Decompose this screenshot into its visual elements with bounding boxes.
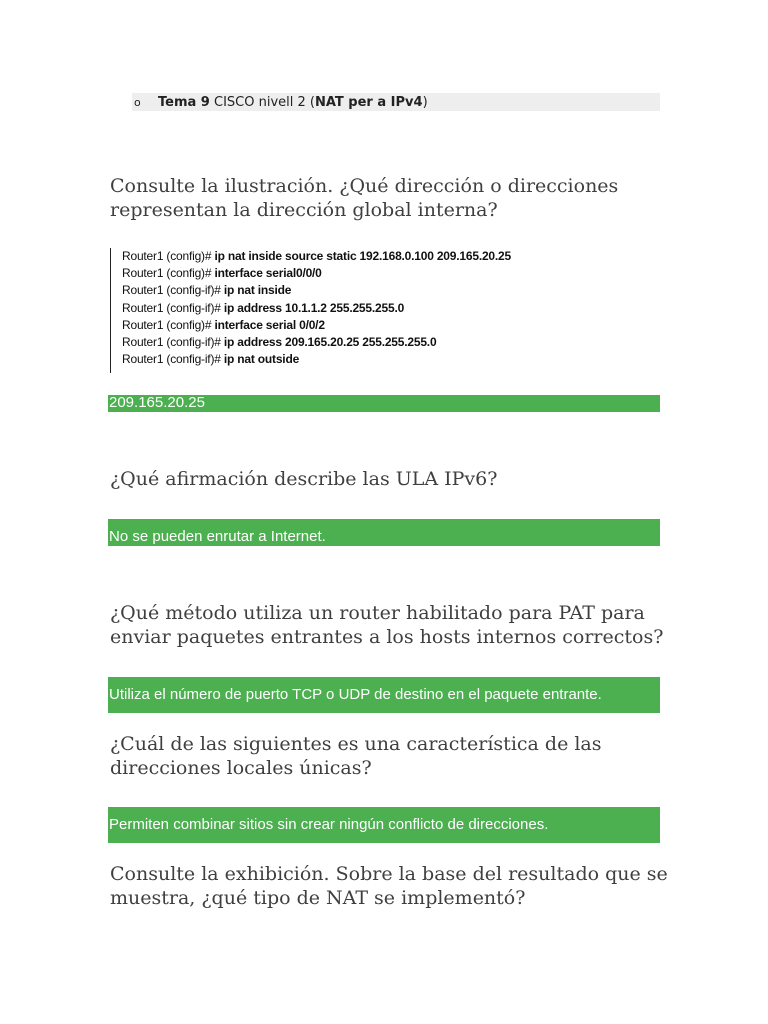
cli-exhibit bbox=[110, 248, 550, 373]
answer-3: Utiliza el número de puerto TCP o UDP de destino en el paquete entrante. bbox=[108, 677, 660, 713]
bullet-icon: o bbox=[134, 95, 141, 109]
tema-label: Tema 9 bbox=[158, 94, 210, 110]
cli-line: Router1 (config-if)# ip address 209.165.20.25 255.255.255.0 bbox=[122, 335, 437, 350]
answer-1: 209.165.20.25 bbox=[108, 395, 660, 412]
topic-name: NAT per a IPv4 bbox=[314, 94, 423, 110]
question-1: Consulte la ilustración. ¿Qué dirección o direcciones representan la dirección global interna? bbox=[110, 175, 619, 221]
question-5: Consulte la exhibición. Sobre la base del resultado que se muestra, ¿qué tipo de NAT se implementó? bbox=[110, 863, 668, 909]
cli-line: Router1 (config-if)# ip address 10.1.1.2 255.255.255.0 bbox=[122, 300, 405, 315]
answer-4: Permiten combinar sitios sin crear ningún conflicto de direcciones. bbox=[108, 807, 660, 843]
question-4: ¿Cuál de las siguientes es una característica de las direcciones locales únicas? bbox=[110, 733, 602, 779]
cli-line: Router1 (config-if)# ip nat outside bbox=[122, 352, 300, 367]
cli-line: Router1 (config)# interface serial0/0/0 bbox=[122, 266, 322, 281]
question-2: ¿Qué afirmación describe las ULA IPv6? bbox=[110, 468, 498, 490]
topic-middle: CISCO nivell 2 ( bbox=[214, 94, 315, 110]
cli-line: Router1 (config)# interface serial 0/0/2 bbox=[122, 317, 325, 332]
question-3: ¿Qué método utiliza un router habilitado para PAT para enviar paquetes entrantes a los hosts internos correctos? bbox=[110, 602, 664, 648]
answer-2: No se pueden enrutar a Internet. bbox=[108, 519, 660, 546]
topic-header bbox=[132, 93, 660, 111]
topic-close: ) bbox=[422, 94, 428, 110]
cli-line: Router1 (config-if)# ip nat inside bbox=[122, 283, 292, 298]
cli-line: Router1 (config)# ip nat inside source static 192.168.0.100 209.165.20.25 bbox=[122, 249, 511, 263]
